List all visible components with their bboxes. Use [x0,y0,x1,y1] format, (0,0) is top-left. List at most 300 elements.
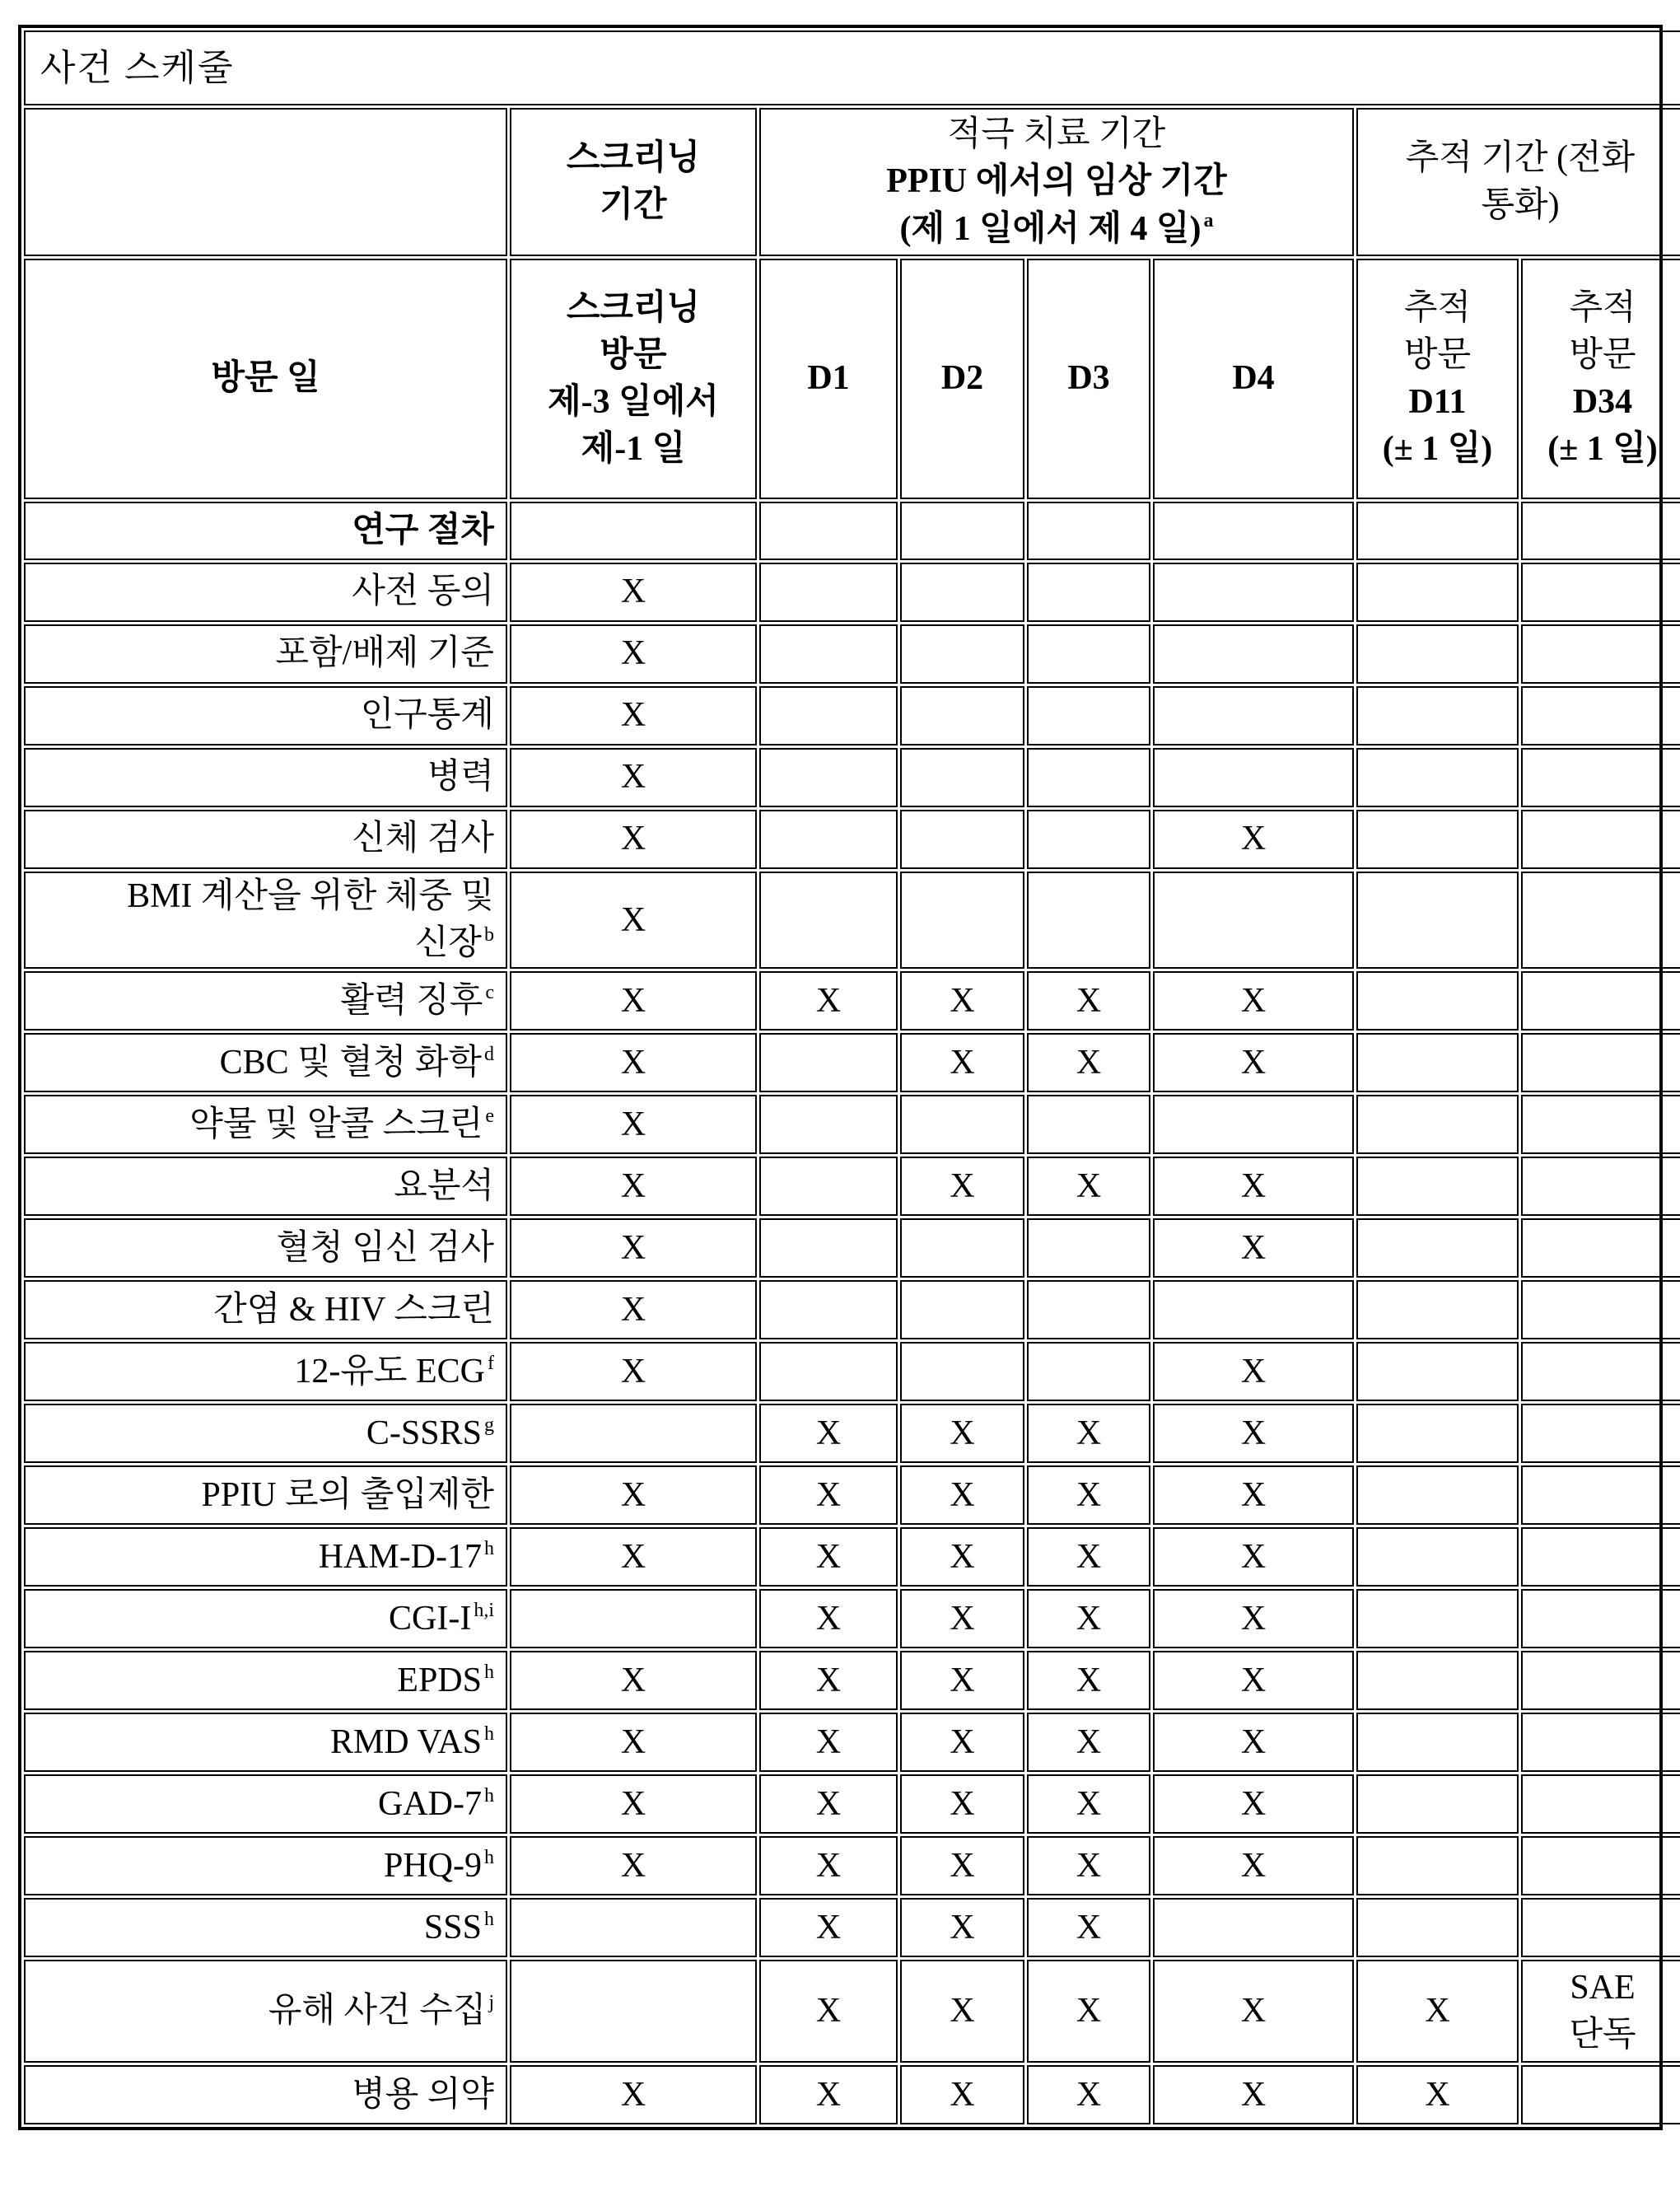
schedule-cell-d34 [1521,748,1680,807]
schedule-cell-d34 [1521,872,1680,969]
procedure-label-text: 약물 및 알콜 스크린 [189,1105,483,1143]
schedule-cell-d11 [1356,1218,1519,1278]
schedule-cell-d1 [759,1218,898,1278]
procedure-label [24,810,507,869]
procedure-label-line-2 [30,920,494,967]
schedule-cell-d4 [1153,748,1354,807]
table-row [24,1960,1680,2063]
schedule-cell-d1 [759,1465,898,1525]
visit-screening [510,259,757,499]
schedule-cell-d3 [1027,1527,1150,1587]
procedure-label-text: PHQ-9 [383,1846,482,1885]
schedule-cell-d4 [1153,686,1354,745]
table-row [24,1280,1680,1339]
procedure-label-line-1: BMI 계산을 위한 체중 및 [127,877,494,915]
section-cell [759,502,898,560]
procedure-label-text: CBC 및 혈청 화학 [219,1043,482,1082]
schedule-cell-d34 [1521,1774,1680,1834]
schedule-cell-screening [510,1465,757,1525]
procedure-label [24,1342,507,1401]
table-row [24,1527,1680,1587]
footnote-marker: h [484,1784,494,1806]
x-mark: X [1425,2075,1450,2114]
schedule-cell-d4 [1153,1280,1354,1339]
schedule-cell-d2 [900,810,1024,869]
schedule-cell-d4 [1153,2065,1354,2124]
schedule-cell-d3 [1027,2065,1150,2124]
schedule-cell-d2 [900,1465,1024,1525]
schedule-of-events-table [21,28,1680,2127]
schedule-cell-d1 [759,1774,898,1834]
x-mark: X [1240,1166,1267,1205]
procedure-label-text: GAD-7 [378,1784,482,1823]
schedule-cell-d11 [1356,1589,1519,1648]
schedule-cell-d11 [1356,624,1519,684]
schedule-cell-d4 [1153,1836,1354,1895]
procedure-label [24,1527,507,1587]
table-row [24,563,1680,622]
procedure-label-text: 신체 검사 [352,820,494,858]
x-mark: X [1240,1722,1267,1761]
schedule-cell-d2 [900,563,1024,622]
schedule-cell-d4 [1153,1713,1354,1772]
table-row [24,2065,1680,2124]
schedule-cell-d3 [1027,1713,1150,1772]
table-row [24,1713,1680,1772]
section-cell [1153,502,1354,560]
period-active-line-2: PPIU 에서의 임상 기간 [886,162,1227,201]
schedule-cell-d2 [900,2065,1024,2124]
schedule-cell-d1 [759,872,898,969]
x-mark: X [950,1846,975,1885]
schedule-cell-d34 [1521,1960,1680,2063]
procedure-label [24,1157,507,1216]
procedure-label [24,1465,507,1525]
schedule-cell-d4 [1153,1589,1354,1648]
x-mark: X [815,1722,842,1761]
x-mark: X [1240,1043,1267,1082]
schedule-cell-screening [510,1898,757,1957]
table-row [24,1465,1680,1525]
procedure-label [24,1033,507,1092]
visit-d11-line-3: D11 [1408,383,1467,421]
x-mark: X [815,1846,842,1885]
period-header-blank [24,108,507,256]
visit-screening-line-3: 제-3 일에서 [548,383,719,421]
schedule-cell-screening [510,1836,757,1895]
schedule-cell-d11 [1356,563,1519,622]
schedule-cell-d2 [900,624,1024,684]
table-row [24,1774,1680,1834]
procedure-label [24,1960,507,2063]
table-title: 사건 스케줄 [24,30,1680,105]
procedure-label-text: 간염 & HIV 스크린 [213,1290,494,1329]
schedule-cell-d34 [1521,1713,1680,1772]
schedule-cell-d11 [1356,1836,1519,1895]
visit-d34 [1521,259,1680,499]
schedule-cell-screening [510,1342,757,1401]
x-mark: X [1240,1992,1267,2031]
footnote-marker: h [484,1537,494,1559]
procedure-label [24,1095,507,1154]
schedule-cell-d3 [1027,1280,1150,1339]
procedure-label [24,1836,507,1895]
procedure-label-text: PPIU 로의 출입제한 [201,1475,494,1514]
section-cell [1521,502,1680,560]
title-row [24,30,1680,105]
procedure-label [24,1898,507,1957]
x-mark: X [620,573,646,611]
schedule-cell-d2 [900,1157,1024,1216]
x-mark: X [1240,1784,1267,1823]
schedule-cell-d4 [1153,872,1354,969]
x-mark: X [620,1846,646,1885]
schedule-cell-d11 [1356,1095,1519,1154]
table-row [24,1033,1680,1092]
footnote-marker: j [488,1992,494,2014]
schedule-cell-d1 [759,1095,898,1154]
table-row [24,1898,1680,1957]
schedule-cell-d4 [1153,1527,1354,1587]
x-mark: X [815,1414,842,1452]
table-row [24,810,1680,869]
procedure-label [24,1218,507,1278]
footnote-marker: e [485,1105,494,1127]
period-active-line-3-text: (제 1 일에서 제 4 일) [899,209,1202,248]
procedure-label [24,971,507,1031]
x-mark: X [1240,1414,1267,1452]
procedure-label-text: 사전 동의 [352,573,494,611]
schedule-cell-d1 [759,686,898,745]
schedule-cell-d34 [1521,1404,1680,1463]
schedule-cell-d1 [759,1404,898,1463]
x-mark: X [1240,1661,1267,1699]
footnote-marker: d [484,1043,494,1065]
schedule-cell-d1 [759,810,898,869]
schedule-cell-d11 [1356,1465,1519,1525]
schedule-cell-d1 [759,1960,898,2063]
x-mark: X [815,1537,842,1576]
visit-d3: D3 [1027,259,1150,499]
x-mark: X [950,1414,975,1452]
x-mark: X [815,981,842,1020]
schedule-cell-screening [510,810,757,869]
schedule-cell-d2 [900,1713,1024,1772]
schedule-cell-d3 [1027,1898,1150,1957]
procedure-label-text: 병력 [427,758,494,797]
section-label: 연구 절차 [24,502,507,560]
schedule-cell-d11 [1356,872,1519,969]
x-mark: X [815,1908,842,1947]
x-mark: X [620,1537,646,1576]
schedule-cell-d11 [1356,1404,1519,1463]
x-mark: X [1076,1599,1102,1638]
period-followup-line-2: 통화) [1481,186,1560,224]
section-row-study-procedures [24,502,1680,560]
x-mark: X [620,1722,646,1761]
x-mark: X [620,1475,646,1514]
x-mark: X [1240,981,1267,1020]
footnote-a: a [1203,209,1214,231]
x-mark: X [950,1475,975,1514]
table-row [24,971,1680,1031]
procedure-label-text: 혈청 임신 검사 [276,1228,494,1267]
x-mark: X [620,900,646,939]
schedule-cell-d34 [1521,1218,1680,1278]
schedule-cell-d11 [1356,2065,1519,2124]
schedule-cell-d1 [759,1713,898,1772]
schedule-cell-d4 [1153,624,1354,684]
schedule-cell-d1 [759,563,898,622]
footnote-marker: h,i [474,1599,494,1621]
procedure-label [24,1774,507,1834]
schedule-cell-d34 [1521,2065,1680,2124]
schedule-cell-d3 [1027,1589,1150,1648]
procedure-label [24,2065,507,2124]
x-mark: X [620,1290,646,1329]
schedule-cell-d2 [900,1527,1024,1587]
visit-d11 [1356,259,1519,499]
x-mark: X [1240,1352,1267,1390]
x-mark: X [1076,981,1102,1020]
x-mark: X [1240,1228,1267,1267]
period-screening-line-2: 기간 [600,186,667,224]
footnote-marker: g [484,1414,494,1436]
schedule-cell-d1 [759,1589,898,1648]
x-mark: X [1076,1475,1102,1514]
table-row [24,1589,1680,1648]
sae-only-line-1: SAE [1570,1968,1636,2007]
x-mark: X [950,1043,975,1082]
procedure-label-text: HAM-D-17 [318,1537,482,1576]
table-row [24,1157,1680,1216]
schedule-cell-d3 [1027,1465,1150,1525]
schedule-cell-d4 [1153,1898,1354,1957]
period-active-line-3 [766,206,1347,253]
x-mark: X [620,634,646,673]
visit-screening-line-1: 스크리닝 [566,288,701,327]
schedule-cell-d34 [1521,1651,1680,1710]
x-mark: X [1240,820,1267,858]
schedule-cell-d2 [900,1404,1024,1463]
schedule-cell-screening [510,971,757,1031]
procedure-label-text: 인구통계 [360,696,494,735]
procedure-label [24,1280,507,1339]
schedule-cell-screening [510,1157,757,1216]
visit-screening-line-4: 제-1 일 [581,430,686,469]
schedule-cell-d3 [1027,748,1150,807]
procedure-label [24,1713,507,1772]
schedule-cell-d1 [759,1651,898,1710]
footnote-marker: c [485,981,494,1003]
x-mark: X [1076,1846,1102,1885]
x-mark: X [815,1599,842,1638]
schedule-cell-d2 [900,1836,1024,1895]
period-followup [1356,108,1680,256]
x-mark: X [950,1722,975,1761]
schedule-cell-d2 [900,1095,1024,1154]
schedule-cell-d34 [1521,1836,1680,1895]
schedule-cell-d11 [1356,1033,1519,1092]
visit-d2: D2 [900,259,1024,499]
schedule-cell-screening [510,1280,757,1339]
schedule-cell-d34 [1521,1898,1680,1957]
schedule-cell-screening [510,1527,757,1587]
schedule-cell-d2 [900,748,1024,807]
x-mark: X [815,1475,842,1514]
schedule-cell-d34 [1521,1527,1680,1587]
schedule-cell-d4 [1153,810,1354,869]
schedule-cell-d3 [1027,872,1150,969]
x-mark: X [620,2075,646,2114]
period-screening-line-1: 스크리닝 [566,138,701,177]
x-mark: X [620,820,646,858]
schedule-cell-d34 [1521,1342,1680,1401]
x-mark: X [620,1352,646,1390]
table-row [24,1218,1680,1278]
schedule-cell-d2 [900,1960,1024,2063]
procedure-label-text: SSS [423,1908,482,1947]
schedule-cell-d34 [1521,1095,1680,1154]
schedule-cell-d3 [1027,1095,1150,1154]
schedule-cell-d4 [1153,1774,1354,1834]
schedule-cell-d2 [900,1589,1024,1648]
schedule-cell-d4 [1153,1033,1354,1092]
schedule-cell-screening [510,1651,757,1710]
x-mark: X [1425,1992,1450,2031]
schedule-cell-d3 [1027,624,1150,684]
schedule-cell-d3 [1027,810,1150,869]
schedule-cell-d4 [1153,1404,1354,1463]
x-mark: X [620,1166,646,1205]
x-mark: X [950,2075,975,2114]
schedule-cell-d2 [900,1342,1024,1401]
schedule-cell-d34 [1521,624,1680,684]
visit-d34-line-4: (± 1 일) [1547,430,1658,469]
procedure-label [24,624,507,684]
schedule-cell-d11 [1356,1157,1519,1216]
procedure-label [24,1589,507,1648]
footnote-marker: h [484,1722,494,1745]
period-screening [510,108,757,256]
schedule-cell-screening [510,1404,757,1463]
table-row [24,1404,1680,1463]
schedule-cell-d4 [1153,1651,1354,1710]
schedule-cell-d34 [1521,1280,1680,1339]
visit-d4: D4 [1153,259,1354,499]
schedule-cell-d11 [1356,1960,1519,2063]
table-row [24,624,1680,684]
schedule-cell-d4 [1153,1342,1354,1401]
schedule-cell-d2 [900,1280,1024,1339]
schedule-cell-d1 [759,1280,898,1339]
schedule-cell-d34 [1521,1589,1680,1648]
x-mark: X [815,1992,842,2031]
schedule-cell-screening [510,1713,757,1772]
schedule-cell-d3 [1027,1157,1150,1216]
section-cell [510,502,757,560]
schedule-cell-d3 [1027,1404,1150,1463]
section-cell [1027,502,1150,560]
procedure-label-text: RMD VAS [329,1722,482,1761]
visit-d34-line-3: D34 [1572,383,1633,421]
schedule-cell-d11 [1356,1280,1519,1339]
schedule-cell-d3 [1027,1836,1150,1895]
schedule-cell-d3 [1027,1218,1150,1278]
x-mark: X [815,1661,842,1699]
visit-d34-line-1: 추적 [1569,288,1636,327]
visit-d11-line-2: 방문 [1403,335,1472,374]
procedure-label-text: 12-유도 ECG [294,1352,485,1390]
footnote-marker: f [488,1352,494,1374]
procedure-label-text: C-SSRS [366,1414,482,1452]
table-row [24,1651,1680,1710]
x-mark: X [1076,1908,1102,1947]
x-mark: X [620,1043,646,1082]
x-mark: X [1076,1166,1102,1205]
x-mark: X [620,1784,646,1823]
schedule-cell-d34 [1521,1033,1680,1092]
table-row [24,872,1680,969]
schedule-cell-d2 [900,686,1024,745]
footnote-marker: h [484,1908,494,1930]
x-mark: X [1076,1043,1102,1082]
x-mark: X [1076,1784,1102,1823]
procedure-label [24,872,507,969]
schedule-cell-screening [510,748,757,807]
schedule-cell-d2 [900,971,1024,1031]
x-mark: X [1240,1846,1267,1885]
procedure-label-text: 활력 징후 [340,981,483,1020]
visit-screening-line-2: 방문 [600,335,667,374]
visit-d11-line-1: 추적 [1403,288,1472,327]
x-mark: X [620,696,646,735]
schedule-cell-d11 [1356,1898,1519,1957]
table-row [24,748,1680,807]
schedule-cell-d11 [1356,1651,1519,1710]
schedule-cell-d34 [1521,686,1680,745]
schedule-cell-d11 [1356,748,1519,807]
schedule-cell-d11 [1356,810,1519,869]
schedule-cell-d3 [1027,686,1150,745]
schedule-cell-d3 [1027,971,1150,1031]
x-mark: X [950,1992,975,2031]
schedule-cell-d34 [1521,1465,1680,1525]
x-mark: X [620,1105,646,1143]
procedure-label [24,1651,507,1710]
procedure-label [24,748,507,807]
x-mark: X [1240,1537,1267,1576]
footnote-marker: h [484,1846,494,1868]
x-mark: X [620,1661,646,1699]
x-mark: X [1076,1722,1102,1761]
x-mark: X [950,981,975,1020]
footnote-marker: h [484,1661,494,1683]
schedule-cell-screening [510,1960,757,2063]
schedule-cell-d4 [1153,1960,1354,2063]
procedure-label-text: 포함/배제 기준 [275,634,494,673]
procedure-label [24,1404,507,1463]
period-active-treatment [759,108,1354,256]
procedure-label [24,563,507,622]
schedule-cell-d4 [1153,1157,1354,1216]
x-mark: X [950,1661,975,1699]
x-mark: X [620,758,646,797]
section-cell [900,502,1024,560]
schedule-cell-d1 [759,1527,898,1587]
schedule-cell-d11 [1356,1527,1519,1587]
schedule-cell-d3 [1027,1342,1150,1401]
